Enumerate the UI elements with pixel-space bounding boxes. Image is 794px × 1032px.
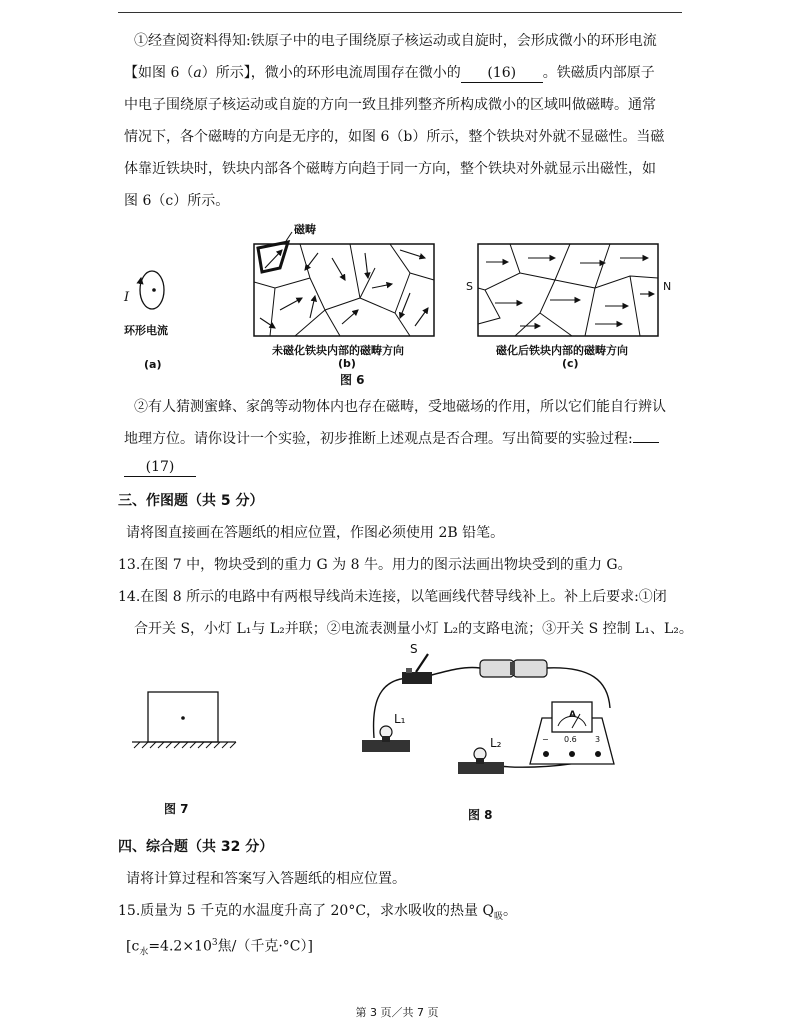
ammeter-3: 3 bbox=[595, 735, 601, 744]
battery bbox=[480, 660, 547, 677]
figure-7 bbox=[126, 686, 246, 756]
para1-line3: 中电子围绕原子核运动或自旋的方向一致且排列整齐所构成微小的区域叫做磁畴。通常 bbox=[124, 97, 656, 113]
fig6-a-label: (a) bbox=[144, 358, 162, 371]
para2-line3 bbox=[124, 452, 196, 482]
section-3-title: 三、作图题（共 5 分） bbox=[118, 493, 264, 509]
header-rule bbox=[118, 12, 682, 13]
bulb-l2 bbox=[458, 748, 504, 774]
page-footer bbox=[0, 1004, 794, 1020]
section-4-title: 四、综合题（共 32 分） bbox=[118, 839, 274, 855]
ammeter-symbol: A bbox=[569, 710, 576, 720]
current-symbol: I bbox=[124, 290, 130, 305]
unmagnetized-domains bbox=[254, 232, 434, 336]
fig6-title: 图 6 bbox=[340, 373, 365, 387]
section-4-instruction: 请将计算过程和答案写入答题纸的相应位置。 bbox=[126, 871, 406, 887]
para1-line5: 体靠近铁块时，铁块内部各个磁畴方向趋于同一方向，整个铁块对外就显示出磁性，如 bbox=[124, 161, 656, 177]
figure-8 bbox=[350, 640, 650, 790]
ring-current-ellipse bbox=[140, 271, 164, 309]
switch-s[interactable] bbox=[402, 654, 432, 684]
para1-line1: ①经查阅资料得知:铁原子中的电子围绕原子核运动或自旋时，会形成微小的环形电流 bbox=[134, 33, 657, 49]
fig6-b-label: (b) bbox=[338, 357, 356, 370]
figure-6 bbox=[110, 218, 690, 388]
fig8-title: 图 8 bbox=[468, 808, 493, 822]
wire-switch-battery bbox=[428, 667, 480, 676]
para1-line4: 情况下，各个磁畴的方向是无序的，如图 6（b）所示，整个铁块对外就不显磁性。当磁 bbox=[124, 129, 665, 145]
para1-line2: 【如图 6（a）所示】，微小的环形电流周围存在微小的 (16) 。铁磁质内部原子 bbox=[124, 65, 655, 81]
para1-line6: 图 6（c）所示。 bbox=[124, 193, 230, 209]
question-13: 13.在图 7 中，物块受到的重力 G 为 8 牛。用力的图示法画出物块受到的重力 G。 bbox=[118, 557, 632, 573]
fig7-title: 图 7 bbox=[164, 802, 189, 816]
bulb-l1 bbox=[362, 726, 410, 752]
para2-line1: ②有人猜测蜜蜂、家鸽等动物体内也存在磁畴，受地磁场的作用，所以它们能自行辨认 bbox=[134, 399, 666, 415]
domain-label: 磁畴 bbox=[294, 223, 316, 236]
ammeter-0-6: 0.6 bbox=[564, 735, 577, 744]
page-number: 第 3 页／共 7 页 bbox=[355, 1006, 439, 1019]
magnetized-domains bbox=[478, 244, 658, 336]
fig6-c-label: (c) bbox=[562, 357, 579, 370]
fig6-c-caption: 磁化后铁块内部的磁畴方向 bbox=[496, 344, 628, 357]
l2-label: L₂ bbox=[490, 736, 502, 750]
question-14-line2: 合开关 S，小灯 L₁与 L₂并联；②电流表测量小灯 L₂的支路电流；③开关 S 控制 L₁、L₂。 bbox=[134, 621, 693, 637]
highlighted-domain bbox=[258, 242, 288, 272]
block-on-ground bbox=[126, 686, 246, 756]
water-specific-heat: [$c_水=4.2\times 10^3$焦/（千克·°C）] bbox=[126, 938, 313, 958]
figure-6-drawing bbox=[110, 218, 690, 388]
question-14-line1: 14.在图 8 所示的电路中有两根导线尚未连接，以笔画线代替导线补上。补上后要求:①闭 bbox=[118, 589, 667, 605]
south-pole-label: S bbox=[466, 280, 473, 293]
blank-17: (17) bbox=[124, 458, 196, 477]
l1-label: L₁ bbox=[394, 712, 406, 726]
section-3-instruction: 请将图直接画在答题纸的相应位置，作图必须使用 2B 铅笔。 bbox=[126, 525, 505, 541]
ammeter-minus: − bbox=[542, 735, 549, 744]
switch-label: S bbox=[410, 642, 418, 656]
question-15: 15.质量为 5 千克的水温度升高了 20°C，求水吸收的热量 $Q_吸$。 bbox=[118, 903, 517, 922]
blank-16: (16) bbox=[461, 64, 543, 83]
para2-line2: 地理方位。请你设计一个实验，初步推断上述观点是否合理。写出简要的实验过程: bbox=[124, 424, 659, 454]
fig6-b-caption: 未磁化铁块内部的磁畴方向 bbox=[272, 344, 404, 357]
north-pole-label: N bbox=[663, 280, 672, 293]
ring-current-label: 环形电流 bbox=[124, 324, 168, 337]
